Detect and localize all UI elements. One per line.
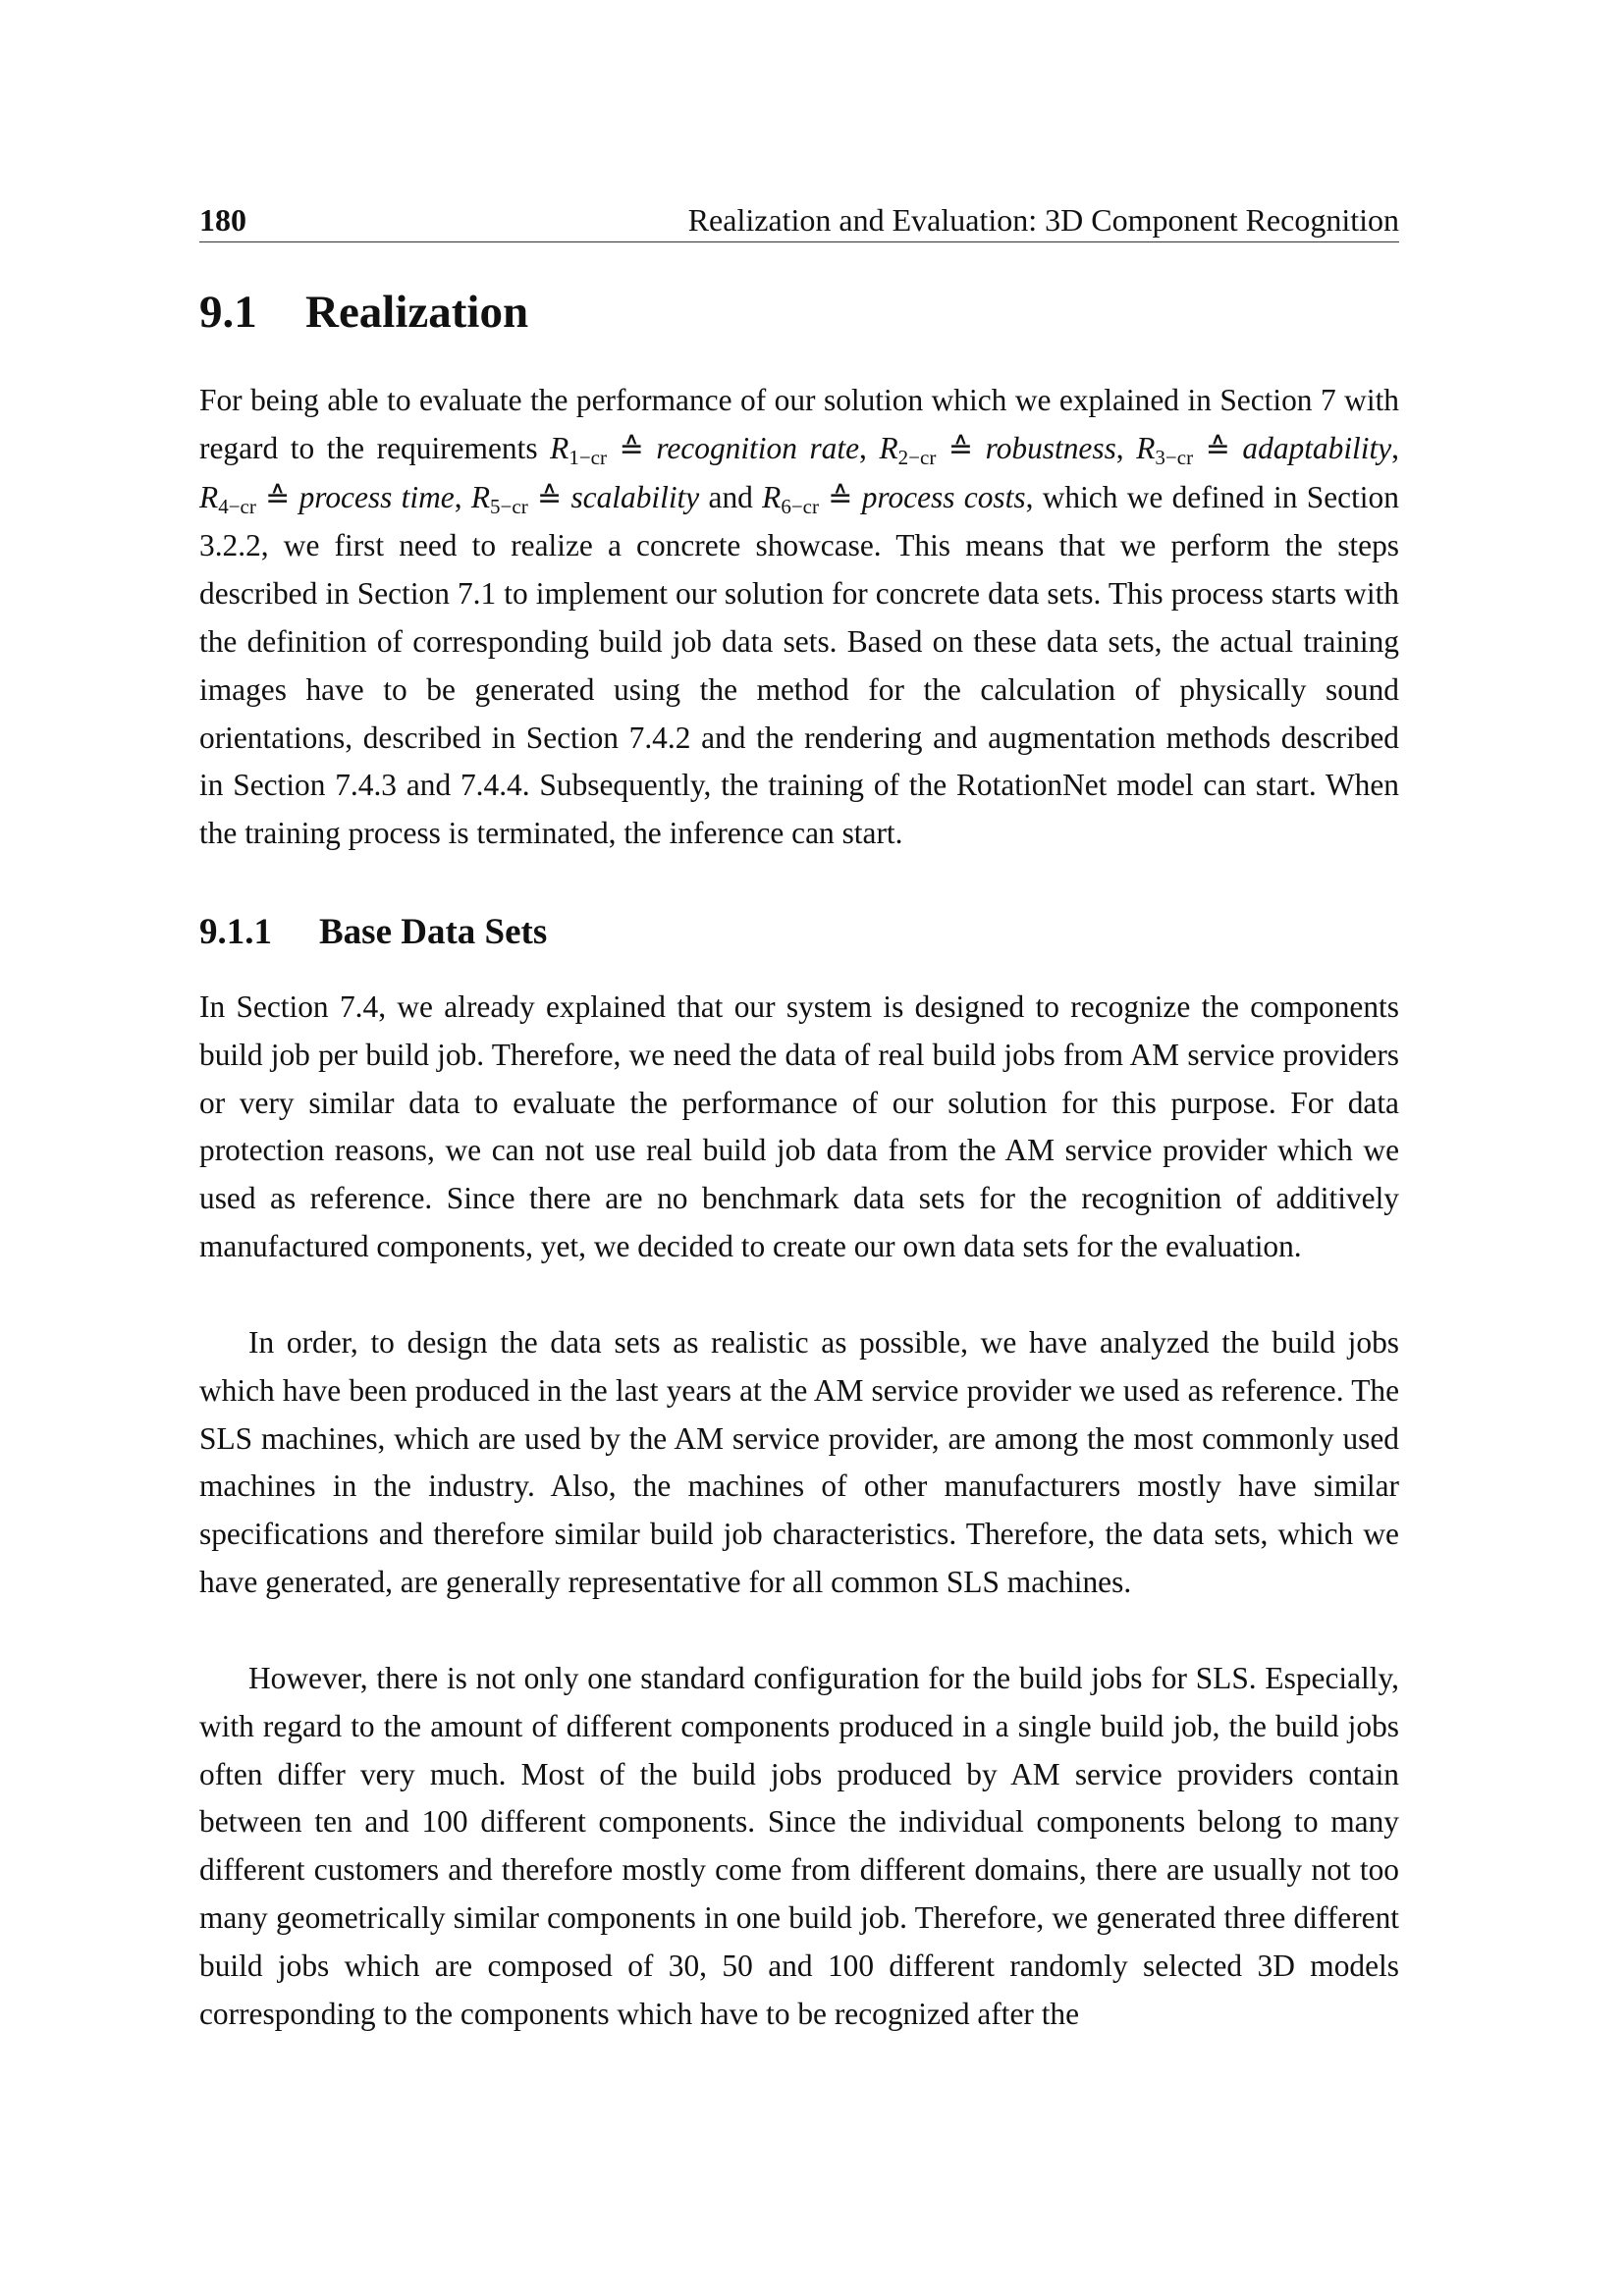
running-header: [199, 198, 1399, 242]
section-title: Realization: [305, 287, 529, 338]
corresponds-symbol: ≙: [947, 432, 974, 465]
paragraph-intro: For being able to evaluate the performance of our solution which we explained in Section 7 with regard to the requirements: [199, 383, 1399, 465]
requirement-r4: $R_{4-cr}$: [199, 479, 256, 518]
subsection-title: Base Data Sets: [319, 912, 548, 952]
paragraph-realization: For being able to evaluate the performance of our solution which we explained in Section 7 with regard to the requirements $R_{1-cr}$ ≙ recognition rate, $R_{2-cr}$ ≙ robustness, $R_{3-cr}$ ≙ adaptability, $R_{4-cr}$ ≙ process time, $R_{5-cr}$ ≙ scalability and $R_{6-cr}$ ≙ process costs, which we defined in Section 3.2.2, we first need to realize a concrete showcase. This means that we perform the steps described in Section 7.1 to implement our solution for concrete data sets. This process starts with the definition of corresponding build job data sets. Based on these data sets, the actual training images have to be generated using the method for the calculation of physically sound orientations, described in Section 7.4.2 and the rendering and augmentation methods described in Section 7.4.3 and 7.4.4. Subsequently, the training of the RotationNet model can start. When the training process is terminated, the inference can start.: [199, 383, 1399, 851]
running-title: Realization and Evaluation: 3D Component Recognition: [687, 202, 1399, 238]
corresponds-symbol: ≙: [265, 481, 291, 514]
requirement-r2: $R_{2-cr}$: [879, 430, 937, 469]
section-number: 9.1: [199, 287, 257, 338]
requirement-r1-name: recognition rate: [656, 430, 860, 465]
paragraph-realistic-data: In order, to design the data sets as realistic as possible, we have analyzed the build jobs which have been produced in the last years at the AM service provider we used as reference. The SLS machines, which are used by the AM service provider, are among the most commonly used machines in the industry. Also, the machines of other manufacturers mostly have similar specifications and therefore similar build job characteristics. Therefore, the data sets, which we have generated, are generally representative for all common SLS machines.: [199, 1325, 1399, 1599]
requirement-r6: $R_{6-cr}$: [762, 479, 819, 518]
corresponds-symbol: ≙: [828, 481, 853, 514]
subsection-number: 9.1.1: [199, 912, 272, 952]
paragraph-build-job-config: However, there is not only one standard configuration for the build jobs for SLS. Especially, with regard to the amount of different components produced in a single build job, the build jobs often differ very much. Most of the build jobs produced by AM service providers contain between ten and 100 different components. Since the individual components belong to many different customers and therefore mostly come from different domains, there are usually not too many geometrically similar components in one build job. Therefore, we generated three different build jobs which are composed of 30, 50 and 100 different randomly selected 3D models corresponding to the components which have to be recognized after the: [199, 1661, 1399, 2031]
paragraph-rest: , which we defined in Section 3.2.2, we first need to realize a concrete showcase. This means that we perform the steps described in Section 7.1 to implement our solution for concrete data sets. This process starts with the definition of corresponding build job data sets. Based on these data sets, the actual training images have to be generated using the method for the calculation of physically sound orientations, described in Section 7.4.2 and the rendering and augmentation methods described in Section 7.4.3 and 7.4.4. Subsequently, the training of the RotationNet model can start. When the training process is terminated, the inference can start.: [199, 479, 1399, 851]
subsection-heading: [199, 909, 547, 956]
requirement-r3: $R_{3-cr}$: [1136, 430, 1194, 469]
requirement-r1: $R_{1-cr}$: [550, 430, 607, 469]
page-number: 180: [199, 202, 246, 238]
requirement-r5-name: scalability: [570, 479, 700, 514]
requirement-r4-name: process time: [298, 479, 455, 514]
requirement-r5: $R_{5-cr}$: [470, 479, 528, 518]
paragraph-base-data-sets: In Section 7.4, we already explained that our system is designed to recognize the components build job per build job. Therefore, we need the data of real build jobs from AM service providers or very similar data to evaluate the performance of our solution for this purpose. For data protection reasons, we can not use real build job data from the AM service provider which we used as reference. Since there are no benchmark data sets for the recognition of additively manufactured components, yet, we decided to create our own data sets for the evaluation.: [199, 989, 1399, 1263]
corresponds-symbol: ≙: [537, 481, 563, 514]
requirement-r6-name: process costs: [861, 479, 1026, 514]
corresponds-symbol: ≙: [1205, 432, 1230, 465]
requirement-r3-name: adaptability: [1242, 430, 1392, 465]
corresponds-symbol: ≙: [619, 432, 644, 465]
conjunction: and: [708, 479, 753, 514]
requirement-r2-name: robustness: [985, 430, 1116, 465]
section-heading: [199, 283, 528, 342]
